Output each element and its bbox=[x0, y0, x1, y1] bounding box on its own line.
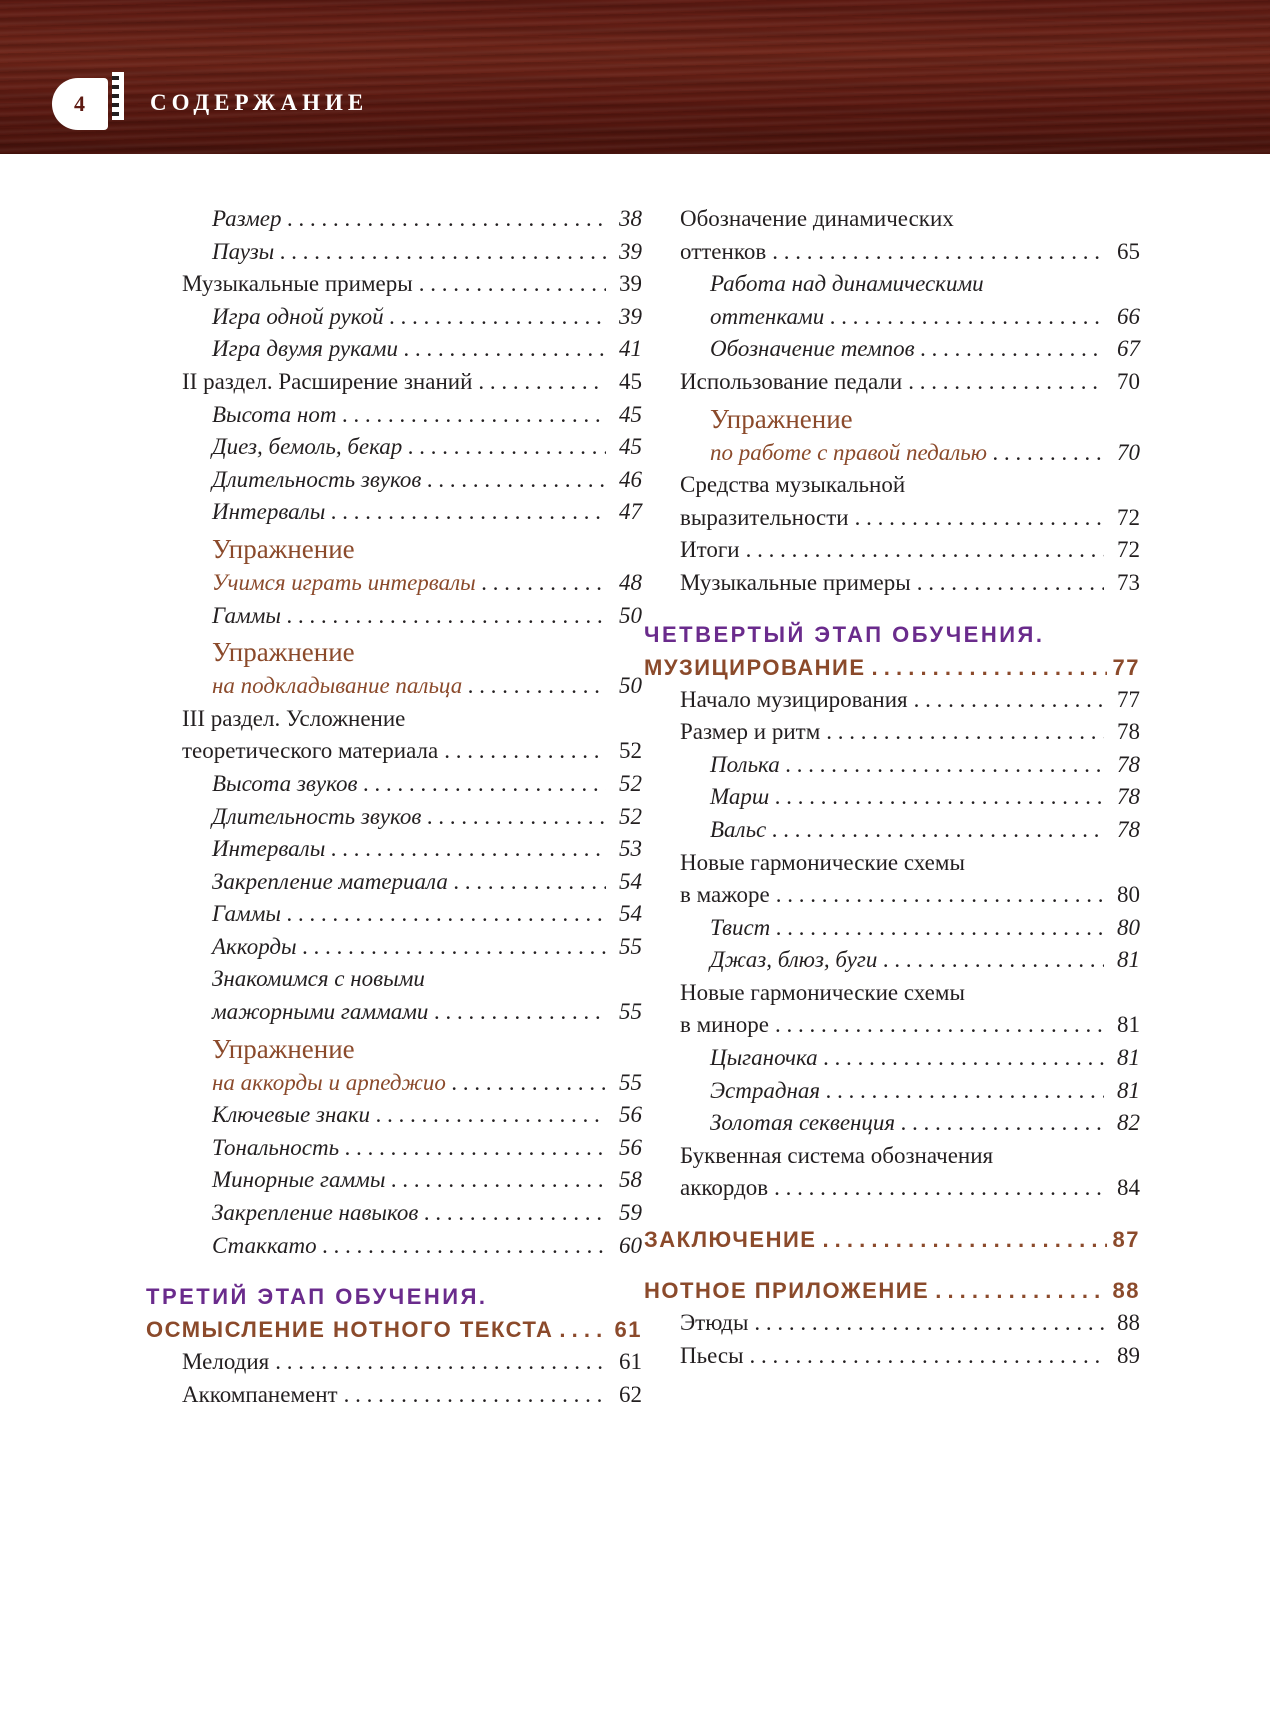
toc-entry[interactable] bbox=[680, 1009, 1140, 1042]
toc-entry-title: Минорные гаммы bbox=[212, 1167, 386, 1193]
toc-entry-page: 52 bbox=[619, 770, 642, 796]
toc-right-column bbox=[644, 203, 1140, 1372]
section-title: ЗАКЛЮЧЕНИЕ bbox=[644, 1227, 817, 1253]
toc-entry-title: Марш bbox=[710, 784, 770, 810]
toc-entry-title: на аккорды и арпеджио bbox=[212, 1069, 446, 1095]
toc-entry[interactable] bbox=[680, 333, 1140, 366]
toc-entry-title: Тональность bbox=[212, 1134, 340, 1160]
toc-entry-line: Средства музыкальной bbox=[680, 472, 906, 498]
toc-entry[interactable] bbox=[182, 898, 642, 931]
exercise-heading: Упражнение bbox=[212, 533, 355, 564]
toc-entry-title: Эстрадная bbox=[710, 1077, 821, 1103]
section-page: 77 bbox=[1112, 654, 1140, 680]
toc-entry-title: в миноре bbox=[680, 1012, 769, 1038]
toc-entry[interactable] bbox=[182, 496, 642, 529]
toc-entry-title: Музыкальные примеры bbox=[680, 569, 911, 595]
toc-entry-line: Новые гармонические схемы bbox=[680, 849, 965, 875]
toc-entry[interactable] bbox=[680, 502, 1140, 535]
toc-entry-title: Высота звуков bbox=[212, 770, 358, 796]
toc-entry[interactable] bbox=[680, 814, 1140, 847]
toc-entry-title: Длительность звуков bbox=[212, 466, 422, 492]
toc-entry-page: 50 bbox=[619, 673, 642, 699]
toc-entry-page: 72 bbox=[1117, 504, 1140, 530]
toc-entry-page: 77 bbox=[1117, 686, 1140, 712]
toc-entry[interactable] bbox=[680, 716, 1140, 749]
toc-entry-line: Обозначение динамических bbox=[680, 206, 954, 231]
toc-entry[interactable] bbox=[182, 801, 642, 834]
toc-entry-title: на подкладывание пальца bbox=[212, 673, 463, 699]
exercise-heading: Упражнение bbox=[212, 637, 355, 668]
section-title: МУЗИЦИРОВАНИЕ bbox=[644, 654, 866, 680]
toc-entry-page: 82 bbox=[1117, 1110, 1140, 1136]
toc-entry-page: 53 bbox=[619, 836, 642, 862]
toc-entry-page: 56 bbox=[619, 1134, 642, 1160]
toc-entry[interactable] bbox=[680, 1340, 1140, 1373]
toc-entry-title: Гаммы bbox=[212, 602, 281, 628]
toc-entry-page: 84 bbox=[1117, 1175, 1140, 1201]
toc-entry-title: Закрепление навыков bbox=[212, 1200, 419, 1226]
toc-entry[interactable] bbox=[182, 464, 642, 497]
toc-entry-title: Этюды bbox=[680, 1310, 749, 1336]
toc-entry[interactable] bbox=[182, 366, 642, 399]
toc-entry[interactable] bbox=[680, 567, 1140, 600]
toc-entry[interactable] bbox=[182, 996, 642, 1029]
toc-entry-line: Работа над динамическими bbox=[710, 271, 984, 297]
toc-entry-title: II раздел. Расширение знаний bbox=[182, 368, 473, 394]
toc-entry[interactable] bbox=[182, 1164, 642, 1197]
toc-entry-page: 39 bbox=[619, 271, 642, 297]
toc-entry-exercise[interactable] bbox=[182, 567, 642, 600]
toc-entry-page: 52 bbox=[619, 803, 642, 829]
toc-entry-exercise[interactable] bbox=[182, 670, 642, 703]
toc-entry-title: Цыганочка bbox=[710, 1045, 818, 1071]
toc-entry[interactable] bbox=[680, 1075, 1140, 1108]
toc-entry-title: Размер и ритм bbox=[680, 719, 821, 745]
toc-entry-title: Высота нот bbox=[212, 401, 337, 427]
toc-entry[interactable] bbox=[680, 1107, 1140, 1140]
toc-entry[interactable] bbox=[680, 1172, 1140, 1205]
piano-keys-icon bbox=[112, 72, 124, 120]
toc-entry[interactable] bbox=[182, 768, 642, 801]
toc-entry[interactable] bbox=[182, 1230, 642, 1263]
toc-entry[interactable] bbox=[182, 1132, 642, 1165]
toc-entry-title: Аккорды bbox=[212, 933, 297, 959]
toc-entry-title: мажорными гаммами bbox=[212, 999, 429, 1025]
toc-entry[interactable] bbox=[680, 749, 1140, 782]
toc-entry-title: Полька bbox=[710, 751, 780, 777]
section-heading[interactable] bbox=[644, 651, 1140, 684]
toc-entry[interactable] bbox=[680, 366, 1140, 399]
page-title: СОДЕРЖАНИЕ bbox=[150, 90, 369, 115]
page-number-badge bbox=[52, 78, 108, 130]
toc-entry-title: Закрепление материала bbox=[212, 868, 448, 894]
toc-entry[interactable] bbox=[182, 1197, 642, 1230]
section-title: НОТНОЕ ПРИЛОЖЕНИЕ bbox=[644, 1278, 930, 1304]
toc-entry[interactable] bbox=[182, 1099, 642, 1132]
section-heading[interactable] bbox=[644, 1274, 1140, 1307]
toc-entry-page: 46 bbox=[619, 466, 642, 492]
toc-entry-page: 81 bbox=[1117, 1045, 1140, 1071]
toc-entry-line: Знакомимся с новыми bbox=[212, 966, 425, 992]
section-page: 87 bbox=[1112, 1227, 1140, 1253]
toc-entry-line: Новые гармонические схемы bbox=[680, 979, 965, 1005]
toc-entry[interactable] bbox=[182, 1379, 642, 1412]
toc-entry-page: 72 bbox=[1117, 537, 1140, 563]
toc-entry-title: Пьесы bbox=[680, 1342, 744, 1368]
toc-entry-title: Ключевые знаки bbox=[212, 1102, 371, 1128]
toc-entry-page: 80 bbox=[1117, 914, 1140, 940]
toc-entry-exercise[interactable] bbox=[680, 437, 1140, 470]
toc-entry-page: 45 bbox=[619, 401, 642, 427]
toc-entry[interactable] bbox=[182, 203, 642, 236]
toc-entry-title: Музыкальные примеры bbox=[182, 271, 413, 297]
toc-entry-page: 56 bbox=[619, 1102, 642, 1128]
exercise-heading: Упражнение bbox=[212, 1033, 355, 1064]
toc-entry-page: 62 bbox=[619, 1381, 642, 1407]
toc-entry[interactable] bbox=[182, 866, 642, 899]
toc-entry-title: оттенками bbox=[710, 303, 825, 329]
toc-entry[interactable] bbox=[680, 236, 1140, 269]
toc-entry-page: 70 bbox=[1117, 439, 1140, 465]
toc-entry-title: Игра одной рукой bbox=[212, 303, 384, 329]
toc-entry-title: Интервалы bbox=[212, 499, 326, 525]
toc-entry-page: 39 bbox=[619, 303, 642, 329]
toc-entry[interactable] bbox=[182, 833, 642, 866]
toc-entry-title: Итоги bbox=[680, 537, 740, 563]
toc-entry-title: Аккомпанемент bbox=[182, 1381, 338, 1407]
toc-entry[interactable] bbox=[680, 301, 1140, 334]
toc-entry[interactable] bbox=[182, 268, 642, 301]
toc-entry-line: Буквенная система обозначения bbox=[680, 1142, 994, 1168]
toc-entry-title: Джаз, блюз, буги bbox=[710, 947, 878, 973]
toc-entry[interactable] bbox=[680, 684, 1140, 717]
toc-entry-title: Учимся играть интервалы bbox=[212, 569, 476, 595]
toc-entry-title: теоретического материала bbox=[182, 738, 439, 764]
toc-entry-page: 52 bbox=[619, 738, 642, 764]
toc-entry-page: 81 bbox=[1117, 1012, 1140, 1038]
toc-entry-page: 55 bbox=[619, 1069, 642, 1095]
header-banner bbox=[0, 0, 1270, 154]
toc-entry[interactable] bbox=[182, 333, 642, 366]
toc-entry-page: 60 bbox=[619, 1232, 642, 1258]
toc-entry-page: 78 bbox=[1117, 751, 1140, 777]
toc-entry-page: 45 bbox=[619, 434, 642, 460]
toc-entry-title: Мелодия bbox=[182, 1349, 270, 1375]
toc-entry-page: 70 bbox=[1117, 368, 1140, 394]
toc-entry[interactable] bbox=[680, 912, 1140, 945]
toc-entry-page: 66 bbox=[1117, 303, 1140, 329]
toc-entry-page: 78 bbox=[1117, 719, 1140, 745]
toc-entry-page: 54 bbox=[619, 901, 642, 927]
toc-entry-page: 41 bbox=[619, 336, 642, 362]
toc-entry-title: Обозначение темпов bbox=[710, 336, 915, 362]
toc-entry-page: 81 bbox=[1117, 1077, 1140, 1103]
toc-entry-title: Начало музицирования bbox=[680, 686, 908, 712]
toc-entry-page: 78 bbox=[1117, 816, 1140, 842]
toc-entry-page: 88 bbox=[1117, 1310, 1140, 1336]
toc-entry-title: по работе с правой педалью bbox=[710, 439, 987, 465]
toc-entry-title: Игра двумя руками bbox=[212, 336, 398, 362]
section-heading-line: ТРЕТИЙ ЭТАП ОБУЧЕНИЯ. bbox=[146, 1284, 488, 1310]
toc-entry[interactable] bbox=[680, 879, 1140, 912]
toc-entry-page: 59 bbox=[619, 1200, 642, 1226]
toc-entry-title: Диез, бемоль, бекар bbox=[212, 434, 403, 460]
toc-entry-title: Размер bbox=[212, 206, 282, 231]
toc-entry-page: 47 bbox=[619, 499, 642, 525]
section-heading[interactable] bbox=[644, 1223, 1140, 1256]
toc-entry-page: 89 bbox=[1117, 1342, 1140, 1368]
page-number: 4 bbox=[74, 91, 85, 116]
toc-entry[interactable] bbox=[182, 301, 642, 334]
toc-entry[interactable] bbox=[182, 600, 642, 633]
toc-entry-page: 61 bbox=[619, 1349, 642, 1375]
toc-entry-title: Паузы bbox=[212, 238, 275, 264]
toc-entry-page: 39 bbox=[619, 238, 642, 264]
toc-entry-page: 58 bbox=[619, 1167, 642, 1193]
toc-entry-page: 54 bbox=[619, 868, 642, 894]
toc-entry-page: 55 bbox=[619, 933, 642, 959]
toc-entry-page: 81 bbox=[1117, 947, 1140, 973]
toc-entry-title: Интервалы bbox=[212, 836, 326, 862]
toc-entry-page: 78 bbox=[1117, 784, 1140, 810]
toc-entry-page: 50 bbox=[619, 602, 642, 628]
toc-entry-title: Золотая секвенция bbox=[710, 1110, 896, 1136]
toc-entry-title: в мажоре bbox=[680, 882, 770, 908]
toc-entry-page: 55 bbox=[619, 999, 642, 1025]
toc-entry[interactable] bbox=[182, 399, 642, 432]
toc-entry-page: 38 bbox=[619, 206, 642, 231]
toc-entry[interactable] bbox=[680, 944, 1140, 977]
toc-entry-page: 73 bbox=[1117, 569, 1140, 595]
toc-entry-page: 48 bbox=[619, 569, 642, 595]
toc-entry-page: 80 bbox=[1117, 882, 1140, 908]
toc-entry-title: Гаммы bbox=[212, 901, 281, 927]
toc-entry[interactable] bbox=[182, 236, 642, 269]
toc-entry-page: 45 bbox=[619, 368, 642, 394]
toc-entry-page: 65 bbox=[1117, 238, 1140, 264]
toc-entry-line: III раздел. Усложнение bbox=[182, 705, 406, 731]
toc-entry[interactable] bbox=[182, 431, 642, 464]
section-title: ОСМЫСЛЕНИЕ НОТНОГО ТЕКСТА bbox=[146, 1317, 554, 1343]
toc-entry-title: Твист bbox=[710, 914, 771, 940]
toc-entry-title: аккордов bbox=[680, 1175, 769, 1201]
toc-entry[interactable] bbox=[680, 1042, 1140, 1075]
toc-entry[interactable] bbox=[680, 1307, 1140, 1340]
section-page: 88 bbox=[1112, 1278, 1140, 1304]
toc-entry[interactable] bbox=[680, 534, 1140, 567]
toc-entry-title: Использование педали bbox=[680, 368, 903, 394]
toc-entry[interactable] bbox=[182, 1346, 642, 1379]
toc-entry-title: Вальс bbox=[710, 816, 767, 842]
toc-entry-exercise[interactable] bbox=[182, 1067, 642, 1100]
toc-entry-title: оттенков bbox=[680, 238, 767, 264]
exercise-heading: Упражнение bbox=[710, 403, 853, 434]
section-heading-line: ЧЕТВЕРТЫЙ ЭТАП ОБУЧЕНИЯ. bbox=[644, 621, 1045, 647]
toc-left-column bbox=[146, 203, 642, 1411]
toc-entry[interactable] bbox=[182, 735, 642, 768]
section-page: 61 bbox=[614, 1317, 642, 1343]
toc-entry-title: выразительности bbox=[680, 504, 849, 530]
toc-entry-title: Длительность звуков bbox=[212, 803, 422, 829]
toc-entry[interactable] bbox=[182, 931, 642, 964]
toc-entry[interactable] bbox=[680, 781, 1140, 814]
toc-entry-page: 67 bbox=[1117, 336, 1140, 362]
toc-entry-title: Стаккато bbox=[212, 1232, 317, 1258]
section-heading[interactable] bbox=[146, 1313, 642, 1346]
